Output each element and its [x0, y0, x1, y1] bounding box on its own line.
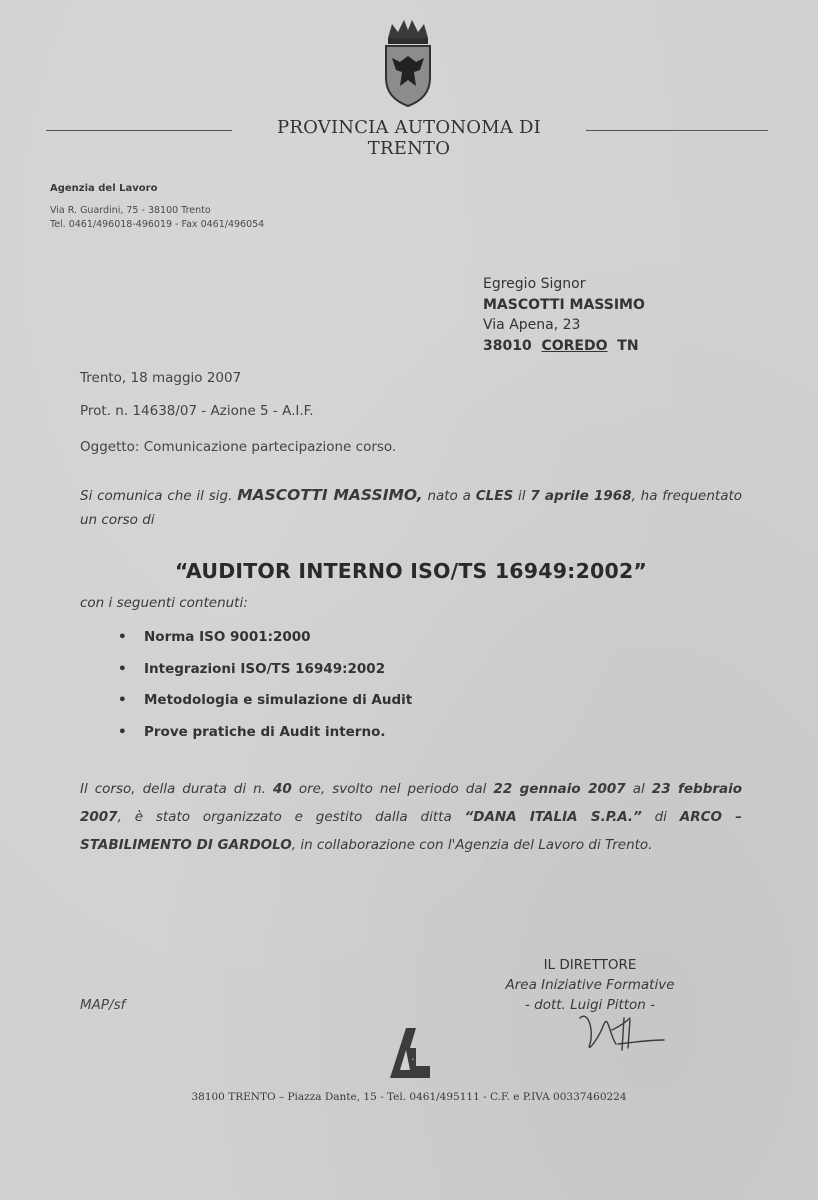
bullet-icon: • — [118, 660, 127, 677]
list-item: • Norma ISO 9001:2000 — [118, 629, 311, 645]
course-end-date: 23 febbraio 2007 — [80, 781, 743, 825]
header-rule-right — [586, 130, 768, 131]
agency-logo — [386, 1022, 438, 1082]
signatory-name: - dott. Luigi Pitton - — [524, 997, 656, 1013]
company-name: “DANA ITALIA S.P.A.” — [464, 809, 642, 825]
signatory-department: Area Iniziative Formative — [505, 977, 675, 993]
list-item: • Prove pratiche di Audit interno. — [118, 723, 386, 740]
handwritten-signature — [560, 1000, 670, 1060]
signatory-title: IL DIRETTORE — [543, 957, 637, 973]
recipient-postal-code: 38010 — [483, 337, 532, 354]
footer-address: 38100 TRENTO – Piazza Dante, 15 - Tel. 0461/495111 - C.F. e P.IVA 00337460224 — [191, 1091, 627, 1103]
recipient-province: TN — [617, 337, 639, 354]
recipient-salutation: Egregio Signor — [483, 276, 586, 292]
recipient-block — [483, 274, 645, 356]
organization-title: PROVINCIA AUTONOMA DI TRENTO — [277, 117, 541, 159]
agency-address: Via R. Guardini, 75 - 38100 Trento — [50, 205, 211, 216]
course-start-date: 22 gennaio 2007 — [493, 781, 626, 797]
coat-of-arms-icon — [380, 14, 436, 110]
header-rule-left — [46, 130, 232, 131]
svg-text:AL: AL — [412, 1059, 415, 1061]
participant-name: MASCOTTI MASSIMO, — [237, 486, 423, 504]
company-site: ARCO – STABILIMENTO DI GARDOLO — [80, 809, 742, 853]
letter-subject: Oggetto: Comunicazione partecipazione corso. — [80, 439, 397, 455]
birthplace: CLES — [475, 488, 514, 504]
bullet-icon: • — [118, 629, 127, 645]
course-details-paragraph: Il corso, della durata di n. 40 ore, svolto nel periodo dal 22 gennaio 2007 al 23 febbraio 2007, è stato organizzato e gestito dalla ditta “DANA ITALIA S.P.A.” di ARCO – STABILIMENTO DI GARDOLO, in collaborazione con l'Agenzia del Lavoro di Trento. — [80, 781, 743, 853]
course-contents-list — [118, 627, 412, 753]
protocol-number: Prot. n. 14638/07 - Azione 5 - A.I.F. — [80, 403, 314, 419]
course-hours: 40 — [273, 781, 292, 797]
recipient-street: Via Apena, 23 — [483, 317, 581, 333]
reference-initials: MAP/sf — [80, 997, 126, 1013]
bullet-icon: • — [118, 723, 127, 740]
letter-date: Trento, 18 maggio 2007 — [80, 370, 242, 386]
list-item: • Integrazioni ISO/TS 16949:2002 — [118, 660, 386, 677]
agency-contacts: Tel. 0461/496018-496019 - Fax 0461/496054 — [50, 219, 265, 230]
birthdate: 7 aprile 1968 — [530, 488, 632, 504]
intro-paragraph: Si comunica che il sig. MASCOTTI MASSIMO, nato a CLES il 7 aprile 1968, ha frequentato un corso di — [80, 486, 743, 528]
course-title: “AUDITOR INTERNO ISO/TS 16949:2002” — [174, 559, 648, 583]
list-item: • Metodologia e simulazione di Audit — [118, 692, 413, 708]
agency-name: Agenzia del Lavoro — [50, 183, 158, 194]
recipient-name: MASCOTTI MASSIMO — [483, 296, 645, 313]
recipient-city: COREDO — [541, 337, 608, 354]
bullet-icon: • — [118, 692, 127, 708]
contents-label: con i seguenti contenuti: — [80, 595, 248, 611]
